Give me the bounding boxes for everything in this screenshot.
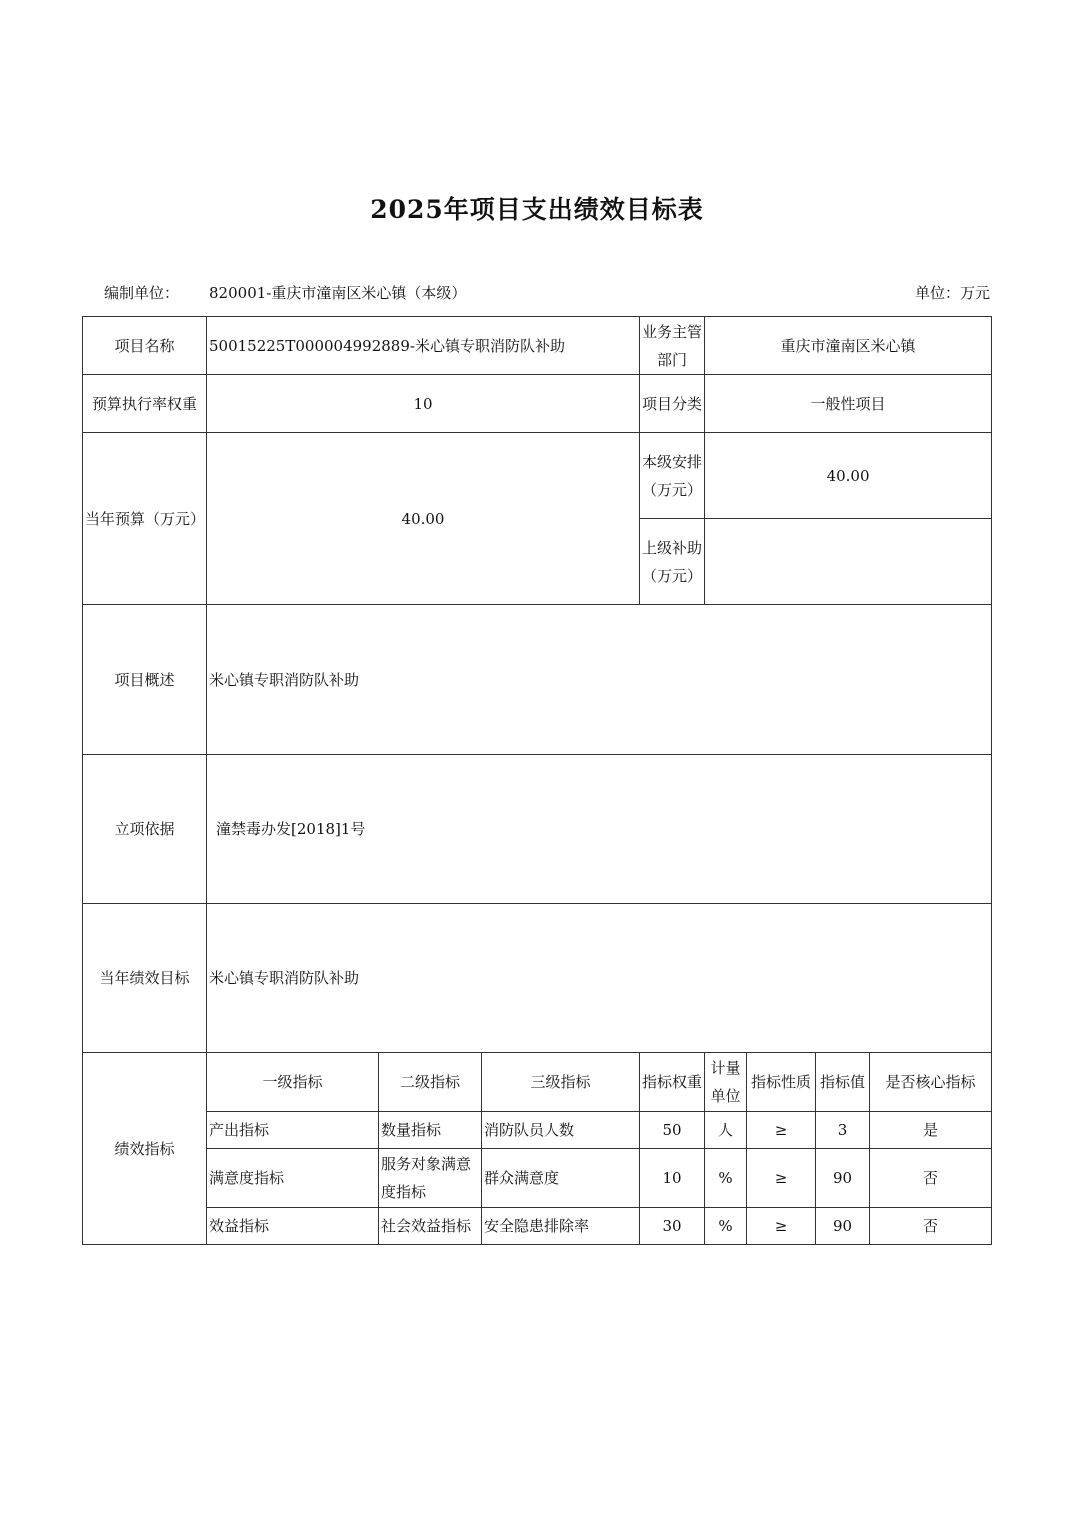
budget-label: 当年预算（万元）	[83, 433, 207, 605]
budget-value: 40.00	[207, 433, 640, 605]
row-goal	[83, 904, 992, 1053]
indicator-core: 否	[870, 1208, 992, 1245]
local-label: 本级安排（万元）	[640, 433, 705, 519]
indicator-level3: 群众满意度	[482, 1149, 640, 1208]
basis-label: 立项依据	[83, 755, 207, 904]
currency-unit: 单位：万元	[914, 284, 990, 302]
upper-value	[705, 519, 992, 605]
indicator-value: 90	[816, 1149, 870, 1208]
table-row	[83, 1149, 992, 1208]
header-level1: 一级指标	[207, 1053, 379, 1112]
indicator-level1: 满意度指标	[207, 1149, 379, 1208]
indicator-level2: 数量指标	[379, 1112, 482, 1149]
local-value: 40.00	[705, 433, 992, 519]
row-overview	[83, 605, 992, 755]
header-level2: 二级指标	[379, 1053, 482, 1112]
indicator-level2: 服务对象满意度指标	[379, 1149, 482, 1208]
performance-target-table	[82, 316, 992, 1245]
basis-value: 潼禁毒办发[2018]1号	[207, 755, 992, 904]
indicator-core: 是	[870, 1112, 992, 1149]
indicator-weight: 50	[640, 1112, 705, 1149]
compiling-unit	[104, 282, 466, 303]
indicator-nature: ≥	[747, 1112, 816, 1149]
weight-label: 预算执行率权重	[83, 375, 207, 433]
indicator-nature: ≥	[747, 1208, 816, 1245]
category-value: 一般性项目	[705, 375, 992, 433]
table-row	[83, 1112, 992, 1149]
header-nature: 指标性质	[747, 1053, 816, 1112]
goal-label: 当年绩效目标	[83, 904, 207, 1053]
goal-value: 米心镇专职消防队补助	[207, 904, 992, 1053]
indicator-weight: 10	[640, 1149, 705, 1208]
indicator-core: 否	[870, 1149, 992, 1208]
row-weight	[83, 375, 992, 433]
row-basis	[83, 755, 992, 904]
indicator-unit: 人	[705, 1112, 747, 1149]
indicator-nature: ≥	[747, 1149, 816, 1208]
project-name-value: 50015225T000004992889-米心镇专职消防队补助	[207, 317, 640, 375]
category-label: 项目分类	[640, 375, 705, 433]
indicator-level1: 效益指标	[207, 1208, 379, 1245]
compiling-unit-label: 编制单位：	[104, 284, 180, 302]
overview-value: 米心镇专职消防队补助	[207, 605, 992, 755]
compiling-unit-value: 820001-重庆市潼南区米心镇（本级）	[209, 284, 467, 302]
indicator-weight: 30	[640, 1208, 705, 1245]
upper-label: 上级补助（万元）	[640, 519, 705, 605]
indicators-section-label: 绩效指标	[83, 1053, 207, 1245]
indicator-value: 3	[816, 1112, 870, 1149]
indicator-unit: %	[705, 1208, 747, 1245]
header-core: 是否核心指标	[870, 1053, 992, 1112]
overview-label: 项目概述	[83, 605, 207, 755]
row-project-name	[83, 317, 992, 375]
indicator-header-row	[83, 1053, 992, 1112]
page-title: 2025年项目支出绩效目标表	[370, 195, 704, 224]
indicator-level3: 安全隐患排除率	[482, 1208, 640, 1245]
indicator-value: 90	[816, 1208, 870, 1245]
row-budget-local	[83, 433, 992, 519]
header-weight: 指标权重	[640, 1053, 705, 1112]
dept-label: 业务主管部门	[640, 317, 705, 375]
table-row	[83, 1208, 992, 1245]
header-level3: 三级指标	[482, 1053, 640, 1112]
dept-value: 重庆市潼南区米心镇	[705, 317, 992, 375]
weight-value: 10	[207, 375, 640, 433]
header-unit: 计量单位	[705, 1053, 747, 1112]
indicator-level2: 社会效益指标	[379, 1208, 482, 1245]
header-value: 指标值	[816, 1053, 870, 1112]
indicator-level3: 消防队员人数	[482, 1112, 640, 1149]
indicator-level1: 产出指标	[207, 1112, 379, 1149]
project-name-label: 项目名称	[83, 317, 207, 375]
indicator-unit: %	[705, 1149, 747, 1208]
